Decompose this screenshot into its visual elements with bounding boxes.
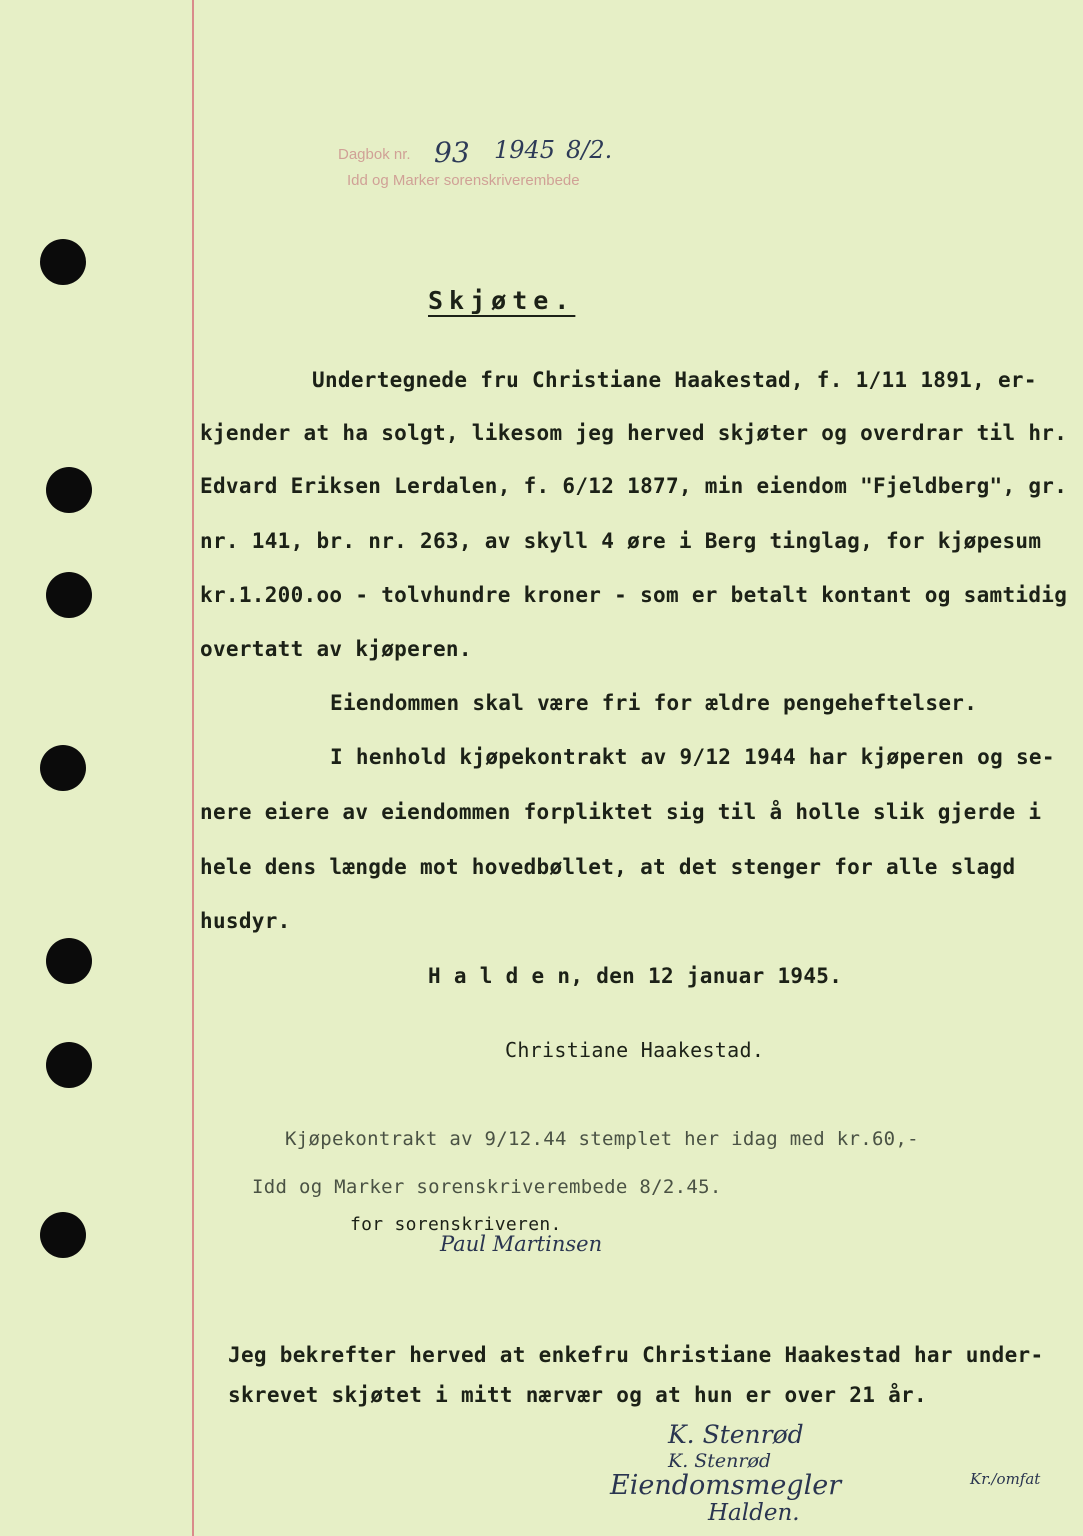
body-line: kr.1.200.oo - tolvhundre kroner - som er betalt kontant og samtidig: [200, 583, 1068, 607]
punch-hole: [40, 239, 86, 285]
place-date: H a l d e n, den 12 januar 1945.: [428, 964, 843, 988]
witness-line: skrevet skjøtet i mitt nærvær og at hun er over 21 år.: [228, 1383, 927, 1407]
punch-hole: [46, 938, 92, 984]
diary-stamp-printed: Dagbok nr.: [338, 146, 411, 163]
diary-stamp-year: 1945: [494, 136, 556, 164]
document-title: Skjøte.: [428, 286, 576, 315]
witness-stamp-note: Kr./omfat: [970, 1470, 1041, 1488]
body-line: overtatt av kjøperen.: [200, 637, 472, 661]
diary-stamp-date: 8/2.: [566, 136, 613, 164]
body-line: I henhold kjøpekontrakt av 9/12 1944 har kjøperen og se-: [330, 745, 1055, 769]
body-line: kjender at ha solgt, likesom jeg herved skjøter og overdrar til hr.: [200, 421, 1068, 445]
punch-hole: [46, 1042, 92, 1088]
punch-hole: [46, 572, 92, 618]
body-line: hele dens længde mot hovedbøllet, at det stenger for alle slagd: [200, 855, 1016, 879]
registrar-signature: Paul Martinsen: [440, 1232, 603, 1256]
punch-hole: [46, 467, 92, 513]
witness-stamp-place: Halden.: [708, 1500, 800, 1526]
body-line: Undertegnede fru Christiane Haakestad, f. 1/11 1891, er-: [312, 368, 1037, 392]
registration-line: Kjøpekontrakt av 9/12.44 stemplet her idag med kr.60,-: [285, 1128, 919, 1150]
signer-name: Christiane Haakestad.: [505, 1038, 765, 1062]
office-stamp: Idd og Marker sorenskriverembede: [347, 172, 580, 189]
witness-stamp-title: Eiendomsmegler: [610, 1470, 842, 1501]
body-line: husdyr.: [200, 909, 291, 933]
body-line: Edvard Eriksen Lerdalen, f. 6/12 1877, min eiendom "Fjeldberg", gr.: [200, 474, 1068, 498]
witness-stamp-name: K. Stenrød: [668, 1450, 772, 1472]
punch-hole: [40, 1212, 86, 1258]
margin-rule: [192, 0, 194, 1536]
witness-signature: K. Stenrød: [668, 1420, 804, 1449]
registration-line: for sorenskriveren.: [350, 1214, 562, 1235]
diary-stamp-number: 93: [434, 136, 470, 169]
registration-line: Idd og Marker sorenskriverembede 8/2.45.: [252, 1176, 722, 1198]
witness-line: Jeg bekrefter herved at enkefru Christiane Haakestad har under-: [228, 1343, 1044, 1367]
body-line: nere eiere av eiendommen forpliktet sig til å holle slik gjerde i: [200, 800, 1042, 824]
body-line: Eiendommen skal være fri for ældre pengeheftelser.: [330, 691, 978, 715]
body-line: nr. 141, br. nr. 263, av skyll 4 øre i Berg tinglag, for kjøpesum: [200, 529, 1042, 553]
punch-hole: [40, 745, 86, 791]
